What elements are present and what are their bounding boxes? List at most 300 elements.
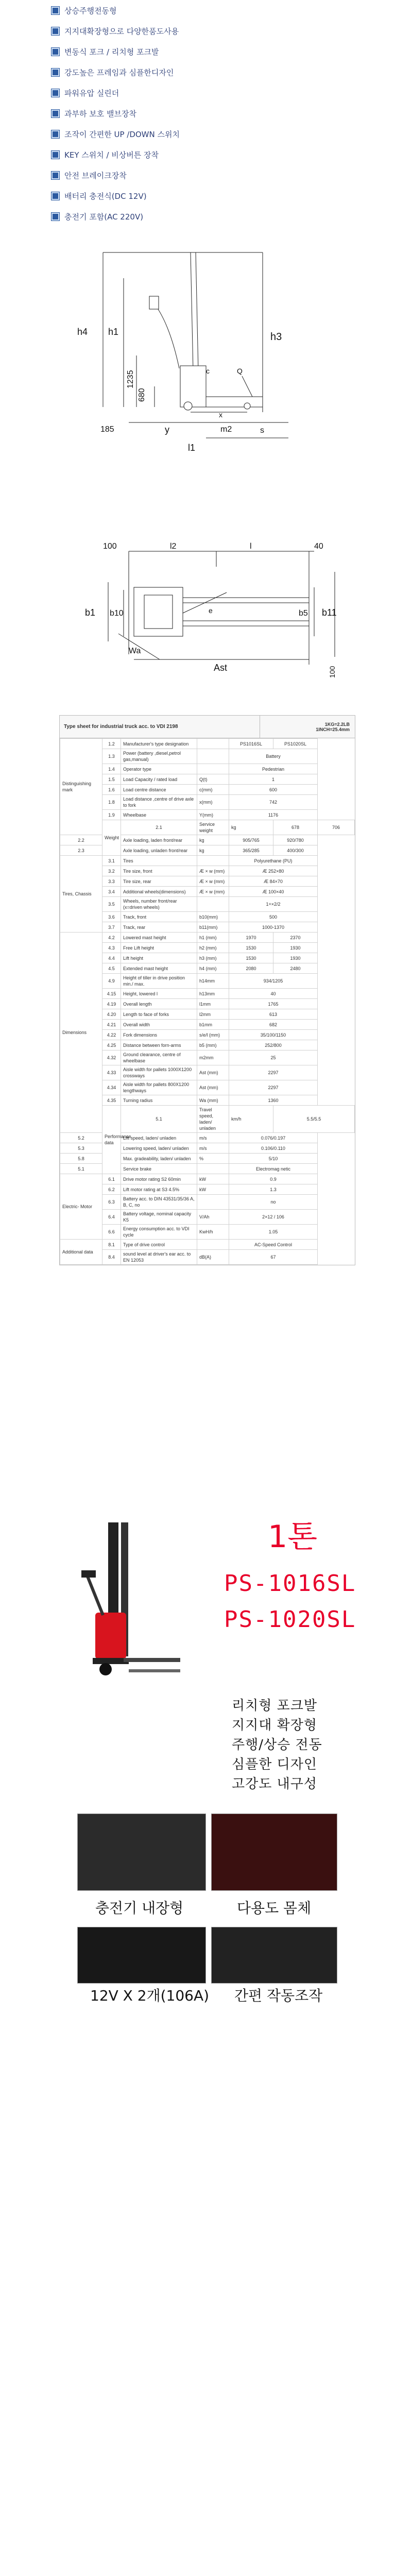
- label-185: 185: [100, 425, 114, 434]
- table-cell: 2370: [273, 933, 318, 943]
- table-row: [60, 963, 355, 974]
- table-cell: 2.1: [121, 820, 197, 835]
- table-cell: 1000-1370: [229, 922, 318, 933]
- table-cell: km/h: [229, 1106, 273, 1133]
- table-cell: Weight: [102, 820, 121, 856]
- label-Ast: Ast: [214, 663, 228, 673]
- table-cell: m/s: [197, 1143, 229, 1154]
- label-h3: h3: [270, 331, 282, 343]
- table-cell: kW: [197, 1184, 229, 1195]
- table-cell: 1.8: [102, 795, 121, 810]
- feature-item: [52, 165, 360, 185]
- bullet-icon: [52, 130, 59, 138]
- spec-unit-kg: 1KG=2.2LB: [324, 721, 350, 727]
- table-cell: 3.1: [102, 856, 121, 866]
- table-row: [60, 887, 355, 897]
- table-row: [60, 1250, 355, 1265]
- table-cell: 3.4: [102, 887, 121, 897]
- table-cell: l2mm: [197, 1009, 229, 1020]
- table-cell: V/Ah: [197, 1210, 229, 1225]
- table-cell: Performance data: [102, 1106, 121, 1174]
- table-cell: Additional data: [60, 1240, 102, 1265]
- table-cell: Dimensions: [60, 933, 102, 1133]
- table-cell: kg: [197, 835, 229, 845]
- label-y: y: [165, 425, 169, 435]
- table-cell: Manufacturer's type designation: [121, 739, 197, 749]
- table-cell: 4.25: [102, 1040, 121, 1050]
- table-cell: KwH/h: [197, 1225, 229, 1240]
- table-cell: 0.076/0.197: [229, 1133, 318, 1143]
- table-cell: 2297: [229, 1065, 318, 1080]
- table-cell: 2×12 / 106: [229, 1210, 318, 1225]
- table-cell: 613: [229, 1009, 318, 1020]
- table-cell: h1 (mm): [197, 933, 229, 943]
- feature-label: 상승주행전동형: [64, 6, 117, 15]
- table-cell: 3.5: [102, 897, 121, 912]
- table-cell: [197, 764, 229, 774]
- table-cell: c(mm): [197, 785, 229, 795]
- table-cell: 1.3: [102, 749, 121, 764]
- table-cell: 2480: [273, 963, 318, 974]
- table-cell: 4.3: [102, 943, 121, 953]
- table-cell: 920/780: [273, 835, 318, 845]
- table-cell: Load distance ,centre of drive axle to fork: [121, 795, 197, 810]
- bullet-icon: [52, 27, 59, 35]
- table-row: [60, 1095, 355, 1106]
- table-cell: 4.9: [102, 974, 121, 989]
- table-row: [60, 820, 355, 835]
- label-Q: Q: [237, 367, 243, 375]
- table-cell: Free Lift height: [121, 943, 197, 953]
- table-cell: 4.22: [102, 1030, 121, 1040]
- feature-label: 강도높은 프레임과 심플한디자인: [64, 67, 174, 77]
- label-b1: b1: [85, 607, 96, 618]
- table-cell: Additional wheels(dimensions): [121, 887, 197, 897]
- table-cell: 25: [229, 1050, 318, 1065]
- table-cell: 5.1: [60, 1164, 102, 1174]
- table-cell: AC-Speed Control: [229, 1240, 318, 1250]
- label-h1: h1: [108, 327, 119, 337]
- feature-item: [52, 82, 360, 103]
- table-cell: Track, front: [121, 912, 197, 922]
- table-cell: 4.19: [102, 999, 121, 1009]
- table-cell: Load Capacity / rated load: [121, 774, 197, 785]
- bullet-icon: [52, 151, 59, 159]
- photo-body: [211, 1814, 337, 1891]
- table-cell: 6.4: [102, 1210, 121, 1225]
- caption-battery: 12V X 2개(106A): [90, 1987, 210, 2004]
- table-row: [60, 999, 355, 1009]
- table-cell: Tire size, rear: [121, 876, 197, 887]
- label-l2: l2: [170, 542, 177, 551]
- table-cell: Service weight: [197, 820, 229, 835]
- table-cell: Operator type: [121, 764, 197, 774]
- table-cell: 1.3: [229, 1184, 318, 1195]
- table-row: [60, 1210, 355, 1225]
- table-row: [60, 876, 355, 887]
- table-cell: 1360: [229, 1095, 318, 1106]
- table-row: [60, 1020, 355, 1030]
- table-cell: 67: [229, 1250, 318, 1265]
- table-cell: Aisle width for pallets 800X1200 lengthways: [121, 1080, 197, 1095]
- table-cell: [197, 749, 229, 764]
- label-s: s: [260, 426, 264, 435]
- table-row: [60, 1174, 355, 1184]
- table-cell: 35/100/1150: [229, 1030, 318, 1040]
- bullet-icon: [52, 7, 59, 14]
- table-row: [60, 974, 355, 989]
- table-cell: 3.7: [102, 922, 121, 933]
- table-cell: Aisle width for pallets 1000X1200 crossways: [121, 1065, 197, 1080]
- table-cell: h4 (mm): [197, 963, 229, 974]
- table-cell: h3 (mm): [197, 953, 229, 963]
- bullet-icon: [52, 69, 59, 76]
- table-cell: 5.2: [60, 1133, 102, 1143]
- bullet-icon: [52, 192, 59, 200]
- table-row: [60, 1030, 355, 1040]
- table-cell: Distinguishing mark: [60, 739, 102, 835]
- photo-battery: [77, 1927, 206, 1984]
- table-cell: Wheels, number front/rear (x=driven wheels): [121, 897, 197, 912]
- table-cell: Length to face of forks: [121, 1009, 197, 1020]
- table-cell: 1: [229, 774, 318, 785]
- table-cell: 742: [229, 795, 318, 810]
- feature-desc: 주행/상승 전동: [232, 1737, 322, 1753]
- table-cell: 905/765: [229, 835, 273, 845]
- table-cell: 252/800: [229, 1040, 318, 1050]
- capacity-title: 1톤: [268, 1519, 318, 1555]
- table-cell: 400/300: [273, 845, 318, 856]
- table-row: [60, 764, 355, 774]
- table-cell: 678: [273, 820, 318, 835]
- table-cell: 600: [229, 785, 318, 795]
- caption-charger: 충전기 내장형: [95, 1900, 184, 1917]
- promo-section: [0, 1489, 412, 2005]
- bullet-icon: [52, 172, 59, 179]
- table-cell: Æ × w (mm): [197, 876, 229, 887]
- table-cell: [197, 739, 229, 749]
- bullet-icon: [52, 110, 59, 117]
- spec-sheet: [59, 715, 355, 1265]
- table-cell: 8.1: [102, 1240, 121, 1250]
- table-cell: 1530: [229, 943, 273, 953]
- label-e: e: [209, 606, 213, 615]
- table-cell: Æ 100×40: [229, 887, 318, 897]
- table-cell: 1.2: [102, 739, 121, 749]
- table-cell: 4.21: [102, 1020, 121, 1030]
- table-cell: kW: [197, 1174, 229, 1184]
- table-cell: 500: [229, 912, 318, 922]
- table-cell: Height, lowered l: [121, 989, 197, 999]
- table-cell: Overall length: [121, 999, 197, 1009]
- table-cell: Wa (mm): [197, 1095, 229, 1106]
- table-cell: 5.8: [60, 1154, 102, 1164]
- table-row: [60, 810, 355, 820]
- table-row: [60, 795, 355, 810]
- table-cell: Overall width: [121, 1020, 197, 1030]
- table-cell: Ast (mm): [197, 1065, 229, 1080]
- label-40: 40: [314, 542, 323, 551]
- table-cell: Lowering speed, laden/ unladen: [121, 1143, 197, 1154]
- table-cell: no: [229, 1195, 318, 1210]
- table-row: [60, 739, 355, 749]
- feature-label: 배터리 충전식(DC 12V): [64, 191, 147, 201]
- table-cell: Battery voltage, nominal capacity K5: [121, 1210, 197, 1225]
- table-row: [60, 1065, 355, 1080]
- spec-table: [60, 738, 355, 1265]
- model-1016: PS-1016SL: [224, 1570, 356, 1597]
- table-cell: Axle loading, unladen front/rear: [121, 845, 197, 856]
- label-b10: b10: [110, 609, 124, 618]
- table-cell: l1mm: [197, 999, 229, 1009]
- table-cell: [197, 1164, 229, 1174]
- table-cell: 4.32: [102, 1050, 121, 1065]
- bullet-icon: [52, 213, 59, 221]
- table-cell: 1765: [229, 999, 318, 1009]
- feature-desc: 고강도 내구성: [232, 1776, 317, 1792]
- table-cell: 2297: [229, 1080, 318, 1095]
- table-cell: 5.1: [121, 1106, 197, 1133]
- table-cell: 4.4: [102, 953, 121, 963]
- table-cell: 3.6: [102, 912, 121, 922]
- feature-desc: 지지대 확장형: [232, 1718, 317, 1733]
- table-cell: [197, 1240, 229, 1250]
- table-cell: 5.3: [60, 1143, 102, 1154]
- table-cell: 6.1: [102, 1174, 121, 1184]
- table-row: [60, 953, 355, 963]
- table-cell: Tire size, front: [121, 866, 197, 876]
- feature-item: [52, 185, 360, 206]
- table-cell: 5.5/5.5: [273, 1106, 355, 1133]
- table-cell: 682: [229, 1020, 318, 1030]
- feature-label: 안전 브레이크장착: [64, 171, 127, 180]
- table-cell: 2080: [229, 963, 273, 974]
- label-l1: l1: [188, 443, 196, 453]
- table-cell: Æ × w (mm): [197, 887, 229, 897]
- table-cell: b1mm: [197, 1020, 229, 1030]
- photo-controls: [211, 1927, 337, 1984]
- table-cell: 365/285: [229, 845, 273, 856]
- table-cell: Y(mm): [197, 810, 229, 820]
- feature-item: [52, 206, 360, 227]
- spec-unit-inch: 1INCH=25.4mm: [316, 726, 350, 732]
- table-cell: Travel speed, laden/ unladen: [197, 1106, 229, 1133]
- table-cell: s/e/l (mm): [197, 1030, 229, 1040]
- table-cell: Height of tiller in drive position min./ max.: [121, 974, 197, 989]
- feature-item: [52, 0, 360, 21]
- table-cell: Tires, Chassis: [60, 856, 102, 933]
- table-row: [60, 989, 355, 999]
- table-cell: Electromag netic: [229, 1164, 318, 1174]
- table-cell: 4.2: [102, 933, 121, 943]
- table-row: [60, 1195, 355, 1210]
- photo-charger: [77, 1814, 206, 1891]
- table-row: [60, 866, 355, 876]
- table-row: [60, 1184, 355, 1195]
- table-row: [60, 912, 355, 922]
- top-view-diagram: [72, 536, 350, 701]
- feature-label: 지지대확장형으로 다양한품도사용: [64, 26, 179, 36]
- table-cell: Energy consumption acc. to VDI cycle: [121, 1225, 197, 1240]
- table-cell: Lowered mast height: [121, 933, 197, 943]
- table-cell: 1530: [229, 953, 273, 963]
- table-row: [60, 943, 355, 953]
- table-cell: Tires: [121, 856, 197, 866]
- spec-title: Type sheet for industrial truck acc. to VDI 2198: [64, 724, 178, 730]
- feature-desc: 심플한 디자인: [232, 1757, 317, 1772]
- table-cell: 4.20: [102, 1009, 121, 1020]
- table-cell: 4.33: [102, 1065, 121, 1080]
- label-100-top: 100: [103, 542, 117, 551]
- table-cell: Æ × w (mm): [197, 866, 229, 876]
- table-row: [60, 897, 355, 912]
- table-cell: Ast (mm): [197, 1080, 229, 1095]
- bullet-icon: [52, 89, 59, 97]
- table-cell: kg: [229, 820, 273, 835]
- table-cell: Q(t): [197, 774, 229, 785]
- table-cell: 706: [318, 820, 355, 835]
- feature-list: [52, 0, 360, 227]
- bullet-icon: [52, 48, 59, 56]
- table-cell: Lift speed, laden/ unladen: [121, 1133, 197, 1143]
- table-cell: 1.6: [102, 785, 121, 795]
- feature-item: [52, 41, 360, 62]
- table-cell: 1.4: [102, 764, 121, 774]
- table-row: [60, 1050, 355, 1065]
- table-cell: h2 (mm): [197, 943, 229, 953]
- label-100-side: 100: [328, 666, 336, 678]
- table-row: [60, 856, 355, 866]
- forklift-illustration: [77, 1520, 180, 1690]
- table-cell: kg: [197, 845, 229, 856]
- table-row: [60, 1080, 355, 1095]
- feature-item: [52, 21, 360, 41]
- table-cell: Turning radius: [121, 1095, 197, 1106]
- feature-item: [52, 103, 360, 124]
- table-cell: Æ 84×70: [229, 876, 318, 887]
- table-cell: PS1016SL: [229, 739, 273, 749]
- feature-label: 과부하 보호 밸브장착: [64, 109, 136, 118]
- table-cell: [197, 856, 229, 866]
- table-cell: %: [197, 1154, 229, 1164]
- table-cell: PS1020SL: [273, 739, 318, 749]
- feature-item: [52, 144, 360, 165]
- feature-label: 조작이 간편한 UP /DOWN 스위치: [64, 129, 180, 139]
- label-680: 680: [138, 388, 146, 402]
- table-row: [60, 922, 355, 933]
- table-cell: Distance between forn-arms: [121, 1040, 197, 1050]
- table-cell: Type of drive control: [121, 1240, 197, 1250]
- table-row: [60, 1040, 355, 1050]
- table-cell: [197, 1195, 229, 1210]
- table-cell: 1930: [273, 943, 318, 953]
- feature-item: [52, 62, 360, 82]
- label-l: l: [250, 542, 252, 551]
- table-cell: Lift motor rating at S3 4.5%: [121, 1184, 197, 1195]
- table-cell: 1+×2/2: [229, 897, 318, 912]
- table-row: [60, 1240, 355, 1250]
- table-cell: sound level at driver's ear acc. to EN 12053: [121, 1250, 197, 1265]
- table-cell: Battery acc. to DIN 43531/35/36 A, B, C, no: [121, 1195, 197, 1210]
- table-cell: Drive motor rating S2 60min: [121, 1174, 197, 1184]
- table-cell: Fork dimensions: [121, 1030, 197, 1040]
- table-cell: 4.5: [102, 963, 121, 974]
- table-cell: h13mm: [197, 989, 229, 999]
- table-cell: Max. gradeability, laden/ unladen: [121, 1154, 197, 1164]
- table-cell: 6.6: [102, 1225, 121, 1240]
- table-cell: Service brake: [121, 1164, 197, 1174]
- table-cell: 0.9: [229, 1174, 318, 1184]
- table-cell: m/s: [197, 1133, 229, 1143]
- table-cell: Axle loading, laden front/rear: [121, 835, 197, 845]
- label-b5: b5: [299, 609, 308, 618]
- table-cell: b11(mm): [197, 922, 229, 933]
- table-cell: 2.3: [60, 845, 102, 856]
- table-cell: 6.2: [102, 1184, 121, 1195]
- table-cell: 1176: [229, 810, 318, 820]
- table-row: [60, 1225, 355, 1240]
- table-cell: Extended mast height: [121, 963, 197, 974]
- table-cell: Polyurethane (PU): [229, 856, 318, 866]
- feature-item: [52, 124, 360, 144]
- model-1020: PS-1020SL: [224, 1606, 356, 1633]
- feature-label: 변동식 포크 / 리치형 포크발: [64, 47, 159, 57]
- table-cell: 8.4: [102, 1250, 121, 1265]
- caption-body: 다용도 몸체: [237, 1900, 312, 1917]
- table-cell: 1.5: [102, 774, 121, 785]
- label-c: c: [206, 367, 210, 375]
- table-cell: 1.05: [229, 1225, 318, 1240]
- table-cell: Battery: [229, 749, 318, 764]
- table-row: [60, 785, 355, 795]
- table-cell: h14mm: [197, 974, 229, 989]
- table-cell: 934/1205: [229, 974, 318, 989]
- table-cell: 5/10: [229, 1154, 318, 1164]
- side-view-diagram: [72, 242, 340, 459]
- feature-label: 충전기 포함(AC 220V): [64, 212, 144, 222]
- feature-label: 파워유압 실린더: [64, 88, 119, 98]
- table-cell: 4.35: [102, 1095, 121, 1106]
- table-cell: Lift height: [121, 953, 197, 963]
- label-Wa: Wa: [129, 647, 141, 655]
- table-cell: Ground clearance, centre of wheelbase: [121, 1050, 197, 1065]
- table-cell: b10(mm): [197, 912, 229, 922]
- table-cell: Power (battery ,diesel,petrol gas,manual): [121, 749, 197, 764]
- label-1235: 1235: [126, 370, 135, 388]
- table-row: [60, 774, 355, 785]
- table-cell: Load centre distance: [121, 785, 197, 795]
- table-cell: Track, rear: [121, 922, 197, 933]
- table-row: [60, 749, 355, 764]
- label-b11: b11: [322, 607, 337, 618]
- table-cell: 2.2: [60, 835, 102, 845]
- feature-desc: 리치형 포크발: [232, 1698, 317, 1714]
- table-cell: 3.2: [102, 866, 121, 876]
- table-cell: x(mm): [197, 795, 229, 810]
- table-cell: 3.3: [102, 876, 121, 887]
- table-cell: b5 (mm): [197, 1040, 229, 1050]
- table-cell: 1930: [273, 953, 318, 963]
- table-cell: m2mm: [197, 1050, 229, 1065]
- table-cell: dB(A): [197, 1250, 229, 1265]
- feature-label: KEY 스위치 / 비상버튼 장착: [64, 150, 159, 160]
- table-cell: Wheelbase: [121, 810, 197, 820]
- caption-controls: 간편 작동조작: [234, 1987, 323, 2004]
- table-cell: 4.15: [102, 989, 121, 999]
- table-cell: [197, 897, 229, 912]
- label-m2: m2: [220, 425, 232, 434]
- table-cell: 6.3: [102, 1195, 121, 1210]
